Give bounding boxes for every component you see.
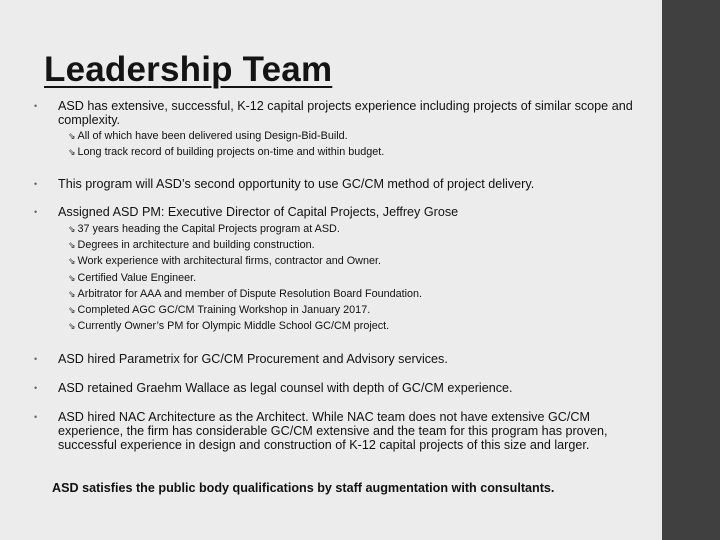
bullet-text: ASD hired NAC Architecture as the Architect. While NAC team does not have extensive GC/CM experience, the firm has considerable GC/CM extensive and the team for this program has proven, successful experience in design and construction of K-12 capital projects of this size and larger. (58, 410, 608, 452)
right-sidebar-band (662, 0, 720, 540)
bullet-parametrix (34, 352, 644, 366)
sub-item: ⇘ Certified Value Engineer. (68, 271, 197, 284)
arrow-icon: ⇘ (68, 305, 76, 316)
bullet-dot-icon: • (34, 354, 38, 364)
bullet-dot-icon: • (34, 101, 38, 111)
slide-title: Leadership Team (44, 50, 333, 89)
bullet-legal-counsel (34, 381, 644, 395)
arrow-icon: ⇘ (68, 224, 76, 234)
arrow-icon: ⇘ (68, 288, 76, 299)
sub-item: ⇘ Completed AGC GC/CM Training Workshop in January 2017. (68, 304, 371, 317)
sublist-pm-qualifications (68, 221, 628, 334)
sub-item: ⇘ All of which have been delivered using Design-Bid-Build. (68, 130, 348, 142)
sub-item: ⇘ Degrees in architecture and building construction. (68, 239, 315, 252)
arrow-icon: ⇘ (68, 147, 76, 158)
arrow-icon: ⇘ (68, 321, 76, 332)
arrow-icon: ⇘ (68, 256, 76, 267)
bullet-text: ASD hired Parametrix for GC/CM Procurement and Advisory services. (58, 352, 448, 366)
sub-item: ⇘ Long track record of building projects on-time and within budget. (68, 146, 385, 159)
bullet-text: Assigned ASD PM: Executive Director of Capital Projects, Jeffrey Grose (58, 205, 459, 219)
sublist-asd-experience (68, 128, 628, 160)
bullet-asd-experience (34, 99, 644, 127)
conclusion-statement: ASD satisfies the public body qualifications by staff augmentation with consultants. (52, 481, 555, 495)
arrow-icon: ⇘ (68, 240, 76, 251)
bullet-dot-icon: • (34, 412, 38, 422)
bullet-text: ASD has extensive, successful, K-12 capital projects experience including projects of similar scope and complexity. (58, 99, 633, 127)
sub-item: ⇘ 37 years heading the Capital Projects program at ASD. (68, 223, 340, 235)
sub-item: ⇘ Arbitrator for AAA and member of Dispute Resolution Board Foundation. (68, 287, 423, 300)
bullet-nac-architecture (34, 410, 644, 452)
bullet-dot-icon: • (34, 383, 38, 393)
bullet-dot-icon: • (34, 179, 38, 189)
bullet-assigned-pm (34, 205, 644, 219)
arrow-icon: ⇘ (68, 131, 76, 141)
bullet-dot-icon: • (34, 207, 38, 217)
arrow-icon: ⇘ (68, 272, 76, 283)
sub-item: ⇘ Work experience with architectural firms, contractor and Owner. (68, 255, 381, 268)
bullet-text: This program will ASD’s second opportunity to use GC/CM method of project delivery. (58, 177, 535, 191)
bullet-second-opportunity (34, 177, 644, 191)
sub-item: ⇘ Currently Owner’s PM for Olympic Middle School GC/CM project. (68, 320, 390, 333)
bullet-text: ASD retained Graehm Wallace as legal counsel with depth of GC/CM experience. (58, 381, 513, 395)
